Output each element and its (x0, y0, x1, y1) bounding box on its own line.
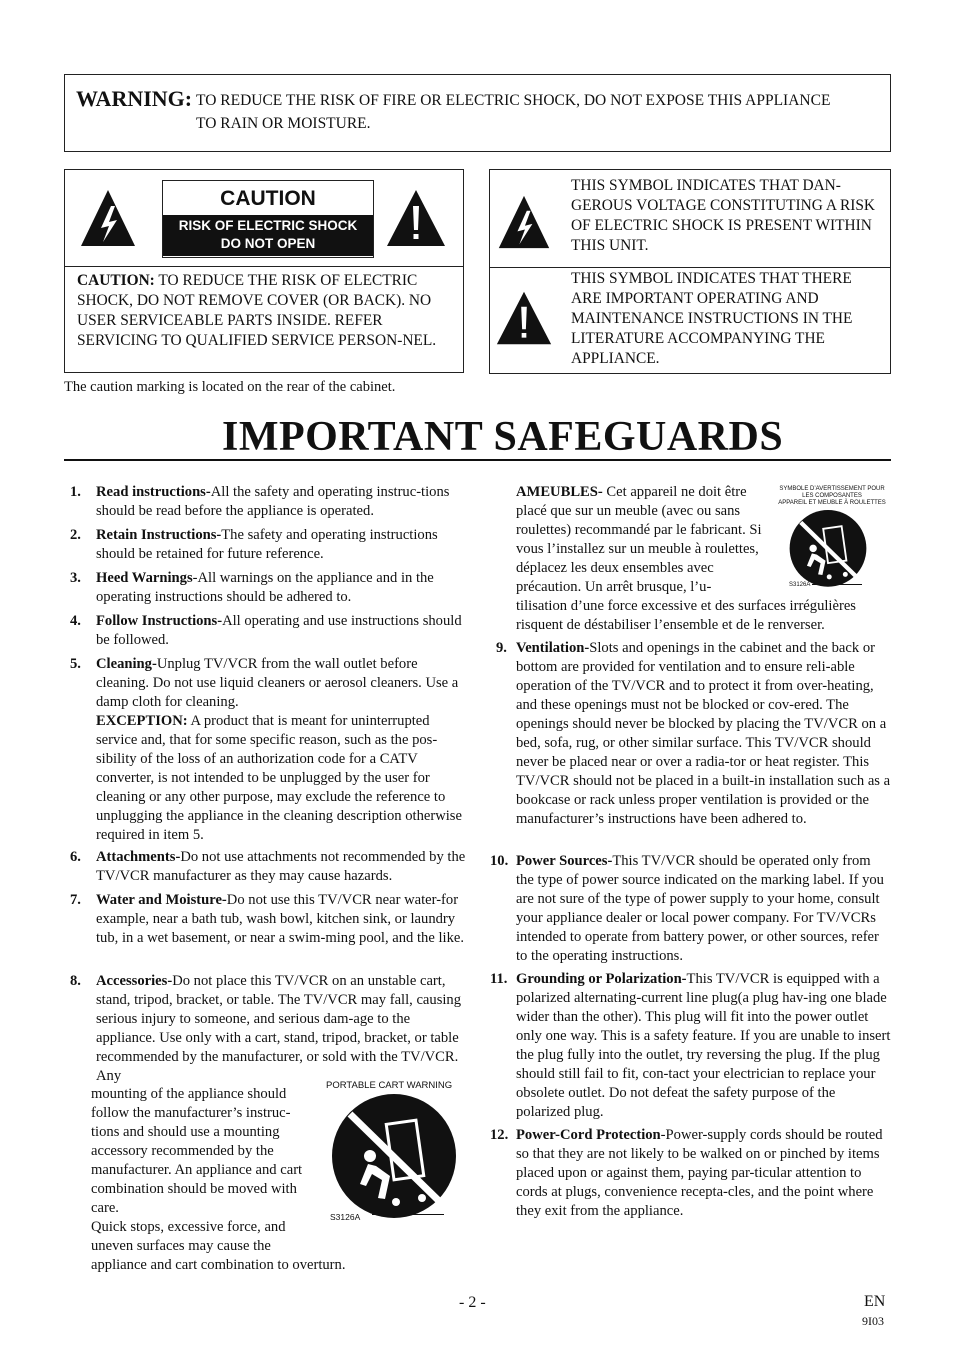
french-ameubles-continued: tilisation d’une force excessive et des surfaces irrégulières risquent de déstabiliser l’ensemble et de le renverser. (516, 598, 856, 633)
item-text: Unplug TV/VCR from the wall outlet before cleaning. Do not use liquid cleaners or aerosol cleaners. Use a damp cloth for cleaning. (96, 656, 459, 710)
cart-fr-caption-3: APPAREIL ET MEUBLE À ROULETTES (778, 500, 886, 506)
item-number: 3. (70, 570, 81, 586)
warning-label: WARNING: (76, 86, 193, 111)
item-8-continued-3: appliance and cart combination to overturn. (91, 1257, 346, 1273)
item-number: 11. (490, 971, 508, 987)
item-number: 4. (70, 613, 81, 629)
cart-warning-code: S3126A (330, 1212, 361, 1222)
caution-body: TO REDUCE THE RISK OF ELECTRIC SHOCK, DO NOT REMOVE COVER (OR BACK). NO USER SERVICEABLE PARTS INSIDE. REFER SERVICING TO QUALIFIED SERVICE PERSON-NEL. (77, 272, 437, 349)
cart-fr-caption (772, 486, 892, 507)
warning-text-2: TO RAIN OR MOISTURE. (196, 115, 371, 132)
exception-text: A product that is meant for uninterrupted service and, that for some specific reason, such as the pos-sibility of the loss of an authorization code for a CATV converter, is not intended to be unplugged by the user for cleaning or any other purpose, may exclude the reference to unplugging the appliance in the cleaning description otherwise required in item 5. (96, 713, 462, 843)
cart-fr-code: S3126A (789, 582, 811, 588)
item-heading: Follow Instructions- (96, 613, 223, 629)
item-heading: Accessories- (96, 973, 173, 989)
item-text: All the safety and operating instruc-tions should be read before the appliance is operated. (96, 484, 450, 519)
item-text: This TV/VCR should be operated only from the type of power source indicated on the marking label. If you are not sure of the type of power supply to your home, consult your appliance dealer or local power company. For TV/VCRs intended to operate from battery power, or other sources, refer to the operating instructions. (516, 853, 884, 964)
page-number: - 2 - (459, 1294, 486, 1311)
caution-lead: CAUTION: (77, 272, 155, 289)
cart-fr-warning-icon (788, 510, 868, 588)
item-heading: Ventilation- (516, 640, 590, 656)
lightning-symbol-text: THIS SYMBOL INDICATES THAT DAN-GEROUS VOLTAGE CONSTITUTING A RISK OF ELECTRIC SHOCK IS PRESENT WITHIN THIS UNIT. (571, 177, 876, 254)
cart-warning-rule (372, 1214, 444, 1215)
french-heading: AMEUBLES- (516, 484, 603, 500)
caution-note: The caution marking is located on the rear of the cabinet. (64, 379, 396, 395)
caution-divider (65, 266, 463, 267)
cart-fr-rule (812, 584, 862, 585)
item-heading: Grounding or Polarization- (516, 971, 687, 987)
exclamation-symbol-icon (495, 288, 553, 348)
caution-label-bar-line2: DO NOT OPEN (220, 236, 316, 251)
french-text: Cet appareil ne doit être placé que sur un meuble (avec ou sans roulettes) recommandé par le fabricant. Si vous l’installez sur un meuble à roulettes, déplacez les deux ensembles avec précaution. Un arrêt brusque, l’u- (516, 484, 762, 595)
item-number: 9. (496, 640, 507, 656)
item-text: All operating and use instructions should be followed. (96, 613, 462, 648)
caution-box (64, 169, 464, 373)
item-heading: Heed Warnings (96, 570, 193, 586)
caution-label-bar-line1: RISK OF ELECTRIC SHOCK (178, 218, 358, 233)
caution-label-bar (163, 215, 373, 256)
caution-label-title: CAUTION (220, 187, 316, 210)
item-text: -All warnings on the appliance and in the operating instructions should be adhered to. (96, 570, 434, 605)
item-8-continued: mounting of the appliance should follow the manufacturer’s instruc-tions and should use a mounting accessory recommended by the manufacturer. An appliance and cart combination should be moved with care. (91, 1086, 303, 1216)
cart-warning-caption: PORTABLE CART WARNING (326, 1080, 453, 1091)
portable-cart-warning-icon (330, 1094, 458, 1220)
item-text: -Power-supply cords should be routed so that they are not likely to be walked on or pinched by items placed upon or against them, paying par-ticular attention to cords at plugs, convenience recepta-cles, and the point where they exit from the appliance. (516, 1127, 883, 1219)
lightning-triangle-icon (79, 188, 137, 248)
symbols-box (489, 169, 891, 374)
item-text: Do not use this TV/VCR near water-for example, near a bath tub, wash bowl, kitchen sink, or laundry tub, in a wet basement, or near a swim-ming pool, and the like. (96, 892, 464, 946)
document-code: 9I03 (862, 1314, 884, 1328)
item-number: 1. (70, 484, 81, 500)
item-text: Slots and openings in the cabinet and the back or bottom are provided for ventilation and to ensure reli-able operation of the TV/VCR and to protect it from over-heating, and these openings must not be blocked or cov-ered. The openings should never be blocked by placing the TV/VCR on a bed, sofa, rug, or other similar surface. This TV/VCR should never be placed near or over a radia-tor or heat register. This TV/VCR should not be placed in a built-in installation such as a bookcase or rack unless proper ventilation is provided or the manufacturer’s instructions have been adhered to. (516, 640, 891, 827)
item-number: 5. (70, 656, 81, 672)
cart-fr-caption-2: LES COMPOSANTES (802, 493, 862, 499)
item-number: 6. (70, 849, 81, 865)
item-number: 8. (70, 973, 81, 989)
lightning-symbol-icon (496, 194, 552, 250)
caution-label (162, 180, 374, 258)
item-number: 7. (70, 892, 81, 908)
page-title: IMPORTANT SAFEGUARDS (222, 414, 784, 460)
warning-box (64, 74, 891, 152)
cart-fr-caption-1: SYMBOLE D’AVERTISSEMENT POUR (779, 486, 885, 492)
exception-heading: EXCEPTION: (96, 713, 188, 729)
item-text: Do not use attachments not recommended by the TV/VCR manufacturer as they may cause hazards. (96, 849, 466, 884)
exclamation-triangle-icon (385, 188, 447, 248)
french-ameubles-text (516, 483, 768, 597)
item-heading: Read instructions- (96, 484, 211, 500)
item-text: Do not place this TV/VCR on an unstable cart, stand, tripod, bracket, or table. The TV/VCR may fall, causing serious injury to someone, and serious dam-age to the appliance. Use only with a cart, stand, tripod, bracket, or table recommended by the manufacturer, or sold with the TV/VCR. Any (96, 973, 462, 1084)
item-8-continued-2: Quick stops, excessive force, and uneven surfaces may cause the (91, 1219, 286, 1254)
warning-text-1: TO REDUCE THE RISK OF FIRE OR ELECTRIC SHOCK, DO NOT EXPOSE THIS APPLIANCE (196, 92, 831, 109)
item-heading: Retain Instructions- (96, 527, 222, 543)
title-rule (64, 459, 891, 461)
item-heading: Power-Cord Protection (516, 1127, 661, 1143)
item-number: 10. (490, 853, 509, 869)
item-text: The safety and operating instructions should be retained for future reference. (96, 527, 438, 562)
item-heading: Water and Moisture- (96, 892, 227, 908)
symbols-divider (490, 267, 890, 268)
item-text: This TV/VCR is equipped with a polarized alternating-current line plug(a plug hav-ing one blade wider than the other). This plug will fit into the power outlet only one way. This is a safety feature. If you are unable to insert the plug fully into the outlet, try reversing the plug. If the plug should still fail to fit, con-tact your electrician to replace your obsolete outlet. Do not defeat the safety purpose of the polarized plug. (516, 971, 891, 1120)
item-heading: Cleaning- (96, 656, 157, 672)
item-number: 12. (490, 1127, 509, 1143)
item-heading: Attachments- (96, 849, 181, 865)
exclamation-symbol-text: THIS SYMBOL INDICATES THAT THERE ARE IMPORTANT OPERATING AND MAINTENANCE INSTRUCTIONS IN THE LITERATURE ACCOMPANYING THE APPLIANCE. (571, 270, 853, 367)
item-heading: Power Sources- (516, 853, 613, 869)
caution-text (77, 271, 455, 351)
item-number: 2. (70, 527, 81, 543)
language-code: EN (864, 1293, 886, 1310)
